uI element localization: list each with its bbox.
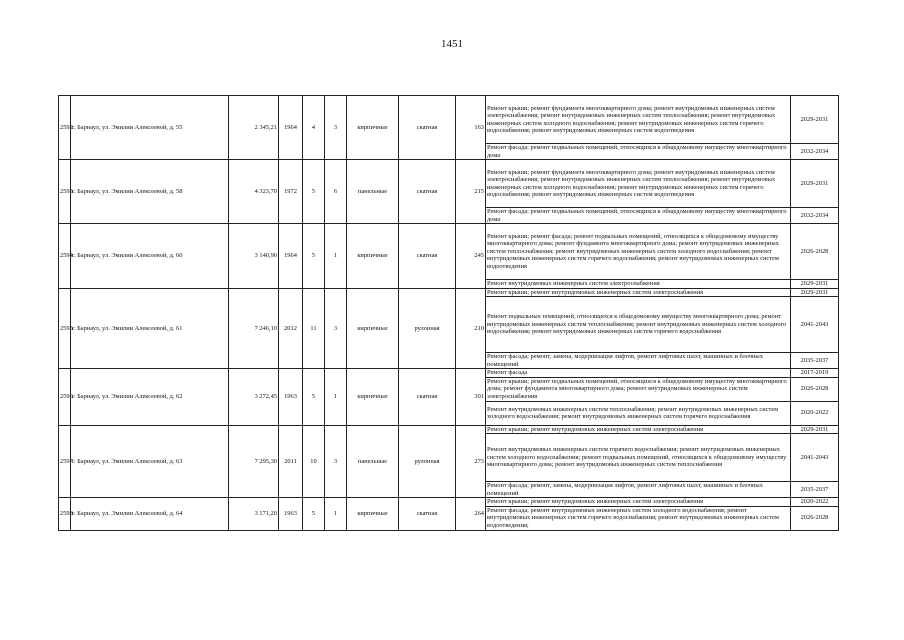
- entrances: 1: [325, 224, 347, 289]
- work-period: 2035-2037: [791, 353, 839, 369]
- entrances: 1: [325, 369, 347, 426]
- table-row: [59, 224, 839, 280]
- roof-type: скатная: [399, 369, 456, 426]
- build-year: 1963: [279, 369, 303, 426]
- work-list: Ремонт внутридомовых инженерных систем теплоснабжения; ремонт внутридомовых инженерных систем холодного водоснабжения; ремонт внутридомовых инженерных систем горячего водоснабжения: [486, 401, 791, 425]
- work-list: Ремонт фасада; ремонт, замена, модернизация лифтов, ремонт лифтовых шахт, машинных и блочных помещений: [486, 353, 791, 369]
- build-year: 2012: [279, 288, 303, 369]
- work-period: 2026-2028: [791, 224, 839, 280]
- floors: 4: [303, 96, 325, 160]
- work-list: Ремонт фасада: [486, 369, 791, 378]
- work-list: Ремонт крыши; ремонт внутридомовых инженерных систем электроснабжения: [486, 425, 791, 434]
- floors: 11: [303, 288, 325, 369]
- address: г. Барнаул, ул. Эмилии Алексеевой, д. 64: [71, 498, 229, 531]
- work-period: 2029-2031: [791, 96, 839, 144]
- work-list: Ремонт крыши; ремонт фундамента многоквартирного дома; ремонт внутридомовых инженерных систем электроснабжения; ремонт внутридомовых инженерных систем теплоснабжения; ремонт внутридомовых инженерных систем холодного водоснабжения; ремонт внутридомовых инженерных систем горячего водоснабжения; ремонт внутридомовых инженерных систем водоотведения: [486, 96, 791, 144]
- wall-material: панельные: [347, 425, 399, 498]
- floors: 5: [303, 369, 325, 426]
- work-period: 2029-2031: [791, 425, 839, 434]
- work-period: 2017-2019: [791, 369, 839, 378]
- work-list: Ремонт крыши; ремонт подвальных помещений, относящихся к общедомовому имуществу многоквартирного дома; ремонт фундамента многоквартирного дома; ремонт внутридомовых инженерных систем электроснабжения: [486, 377, 791, 401]
- table-row: [59, 369, 839, 378]
- work-period: 2029-2031: [791, 160, 839, 208]
- row-number: 2596: [59, 369, 71, 426]
- work-period: 2029-2031: [791, 288, 839, 297]
- address: г. Барнаул, ул. Эмилии Алексеевой, д. 61: [71, 288, 229, 369]
- apartments: 245: [456, 224, 486, 289]
- work-list: Ремонт внутридомовых инженерных систем горячего водоснабжения; ремонт внутридомовых инженерных систем холодного водоснабжения; ремонт подвальных помещений, относящихся к общедомовому имуществу многоквартирного дома; ремонт внутридомовых инженерных систем теплоснабжения: [486, 434, 791, 482]
- row-number: 2595: [59, 288, 71, 369]
- address: г. Барнаул, ул. Эмилии Алексеевой, д. 55: [71, 96, 229, 160]
- work-period: 2035-2037: [791, 482, 839, 498]
- floors: 5: [303, 224, 325, 289]
- entrances: 3: [325, 96, 347, 160]
- work-period: 2029-2031: [791, 280, 839, 289]
- entrances: 3: [325, 288, 347, 369]
- wall-material: кирпичные: [347, 498, 399, 531]
- apartments: 273: [456, 425, 486, 498]
- total-area: 3 140,90: [229, 224, 279, 289]
- work-period: 2026-2028: [791, 506, 839, 530]
- build-year: 2011: [279, 425, 303, 498]
- work-list: Ремонт крыши; ремонт внутридомовых инженерных систем электроснабжения: [486, 288, 791, 297]
- work-list: Ремонт фасада; ремонт подвальных помещений, относящихся к общедомовому имуществу многоквартирного дома: [486, 144, 791, 160]
- total-area: 7 246,10: [229, 288, 279, 369]
- work-list: Ремонт крыши; ремонт фасада; ремонт подвальных помещений, относящихся к общедомовому имуществу многоквартирного дома; ремонт фундамента многоквартирного дома; ремонт внутридомовых инженерных систем теплоснабжения; ремонт внутридомовых инженерных систем холодного водоснабжения; ремонт внутридомовых инженерных систем горячего водоснабжения; ремонт внутридомовых инженерных систем водоотведения: [486, 224, 791, 280]
- total-area: 2 345,21: [229, 96, 279, 160]
- total-area: 3 272,45: [229, 369, 279, 426]
- wall-material: кирпичные: [347, 369, 399, 426]
- address: г. Барнаул, ул. Эмилии Алексеевой, д. 58: [71, 160, 229, 224]
- table-row: [59, 160, 839, 208]
- work-period: 2026-2028: [791, 377, 839, 401]
- build-year: 1964: [279, 224, 303, 289]
- wall-material: кирпичные: [347, 96, 399, 160]
- apartments: 210: [456, 288, 486, 369]
- roof-type: рулонная: [399, 425, 456, 498]
- total-area: 4 323,70: [229, 160, 279, 224]
- work-list: Ремонт крыши; ремонт фундамента многоквартирного дома; ремонт внутридомовых инженерных систем электроснабжения; ремонт внутридомовых инженерных систем теплоснабжения; ремонт внутридомовых инженерных систем холодного водоснабжения; ремонт внутридомовых инженерных систем горячего водоснабжения; ремонт внутридомовых инженерных систем водоотведения: [486, 160, 791, 208]
- work-period: 2041-2043: [791, 434, 839, 482]
- roof-type: скатная: [399, 96, 456, 160]
- build-year: 1963: [279, 498, 303, 531]
- wall-material: кирпичные: [347, 224, 399, 289]
- work-list: Ремонт фасада; ремонт, замена, модернизация лифтов, ремонт лифтовых шахт, машинных и блочных помещений: [486, 482, 791, 498]
- roof-type: скатная: [399, 224, 456, 289]
- work-period: 2032-2034: [791, 144, 839, 160]
- address: г. Барнаул, ул. Эмилии Алексеевой, д. 62: [71, 369, 229, 426]
- work-list: Ремонт фасада; ремонт внутридомовых инженерных систем холодного водоснабжения; ремонт внутридомовых инженерных систем горячего водоснабжения; ремонт внутридомовых инженерных систем водоотведения;: [486, 506, 791, 530]
- table-row: [59, 498, 839, 507]
- wall-material: кирпичные: [347, 288, 399, 369]
- work-list: Ремонт подвальных помещений, относящихся к общедомовому имуществу многоквартирного дома; ремонт внутридомовых инженерных систем теплоснабжения; ремонт внутридомовых инженерных систем холодного водоснабжения; ремонт внутридомовых инженерных систем горячего водоснабжения: [486, 297, 791, 353]
- table-row: [59, 425, 839, 434]
- capital-repair-table: [58, 95, 839, 531]
- work-period: 2032-2034: [791, 208, 839, 224]
- entrances: 1: [325, 498, 347, 531]
- page-number: 1451: [441, 38, 463, 50]
- address: г. Барнаул, ул. Эмилии Алексеевой, д. 63: [71, 425, 229, 498]
- floors: 5: [303, 160, 325, 224]
- work-period: 2041-2043: [791, 297, 839, 353]
- table-row: [59, 288, 839, 297]
- roof-type: скатная: [399, 498, 456, 531]
- work-list: Ремонт внутридомовых инженерных систем электроснабжения: [486, 280, 791, 289]
- entrances: 6: [325, 160, 347, 224]
- apartments: 264: [456, 498, 486, 531]
- row-number: 2593: [59, 160, 71, 224]
- wall-material: панельные: [347, 160, 399, 224]
- apartments: 301: [456, 369, 486, 426]
- build-year: 1964: [279, 96, 303, 160]
- total-area: 3 171,20: [229, 498, 279, 531]
- row-number: 2598: [59, 498, 71, 531]
- address: г. Барнаул, ул. Эмилии Алексеевой, д. 60: [71, 224, 229, 289]
- work-period: 2020-2022: [791, 498, 839, 507]
- row-number: 2594: [59, 224, 71, 289]
- apartments: 163: [456, 96, 486, 160]
- work-period: 2020-2022: [791, 401, 839, 425]
- floors: 10: [303, 425, 325, 498]
- total-area: 7 295,30: [229, 425, 279, 498]
- work-list: Ремонт фасада; ремонт подвальных помещений, относящихся к общедомовому имуществу многоквартирного дома: [486, 208, 791, 224]
- apartments: 215: [456, 160, 486, 224]
- floors: 5: [303, 498, 325, 531]
- work-list: Ремонт крыши; ремонт внутридомовых инженерных систем электроснабжения: [486, 498, 791, 507]
- roof-type: рулонная: [399, 288, 456, 369]
- row-number: 2597: [59, 425, 71, 498]
- table-row: [59, 96, 839, 144]
- row-number: 2592: [59, 96, 71, 160]
- build-year: 1972: [279, 160, 303, 224]
- roof-type: скатная: [399, 160, 456, 224]
- entrances: 3: [325, 425, 347, 498]
